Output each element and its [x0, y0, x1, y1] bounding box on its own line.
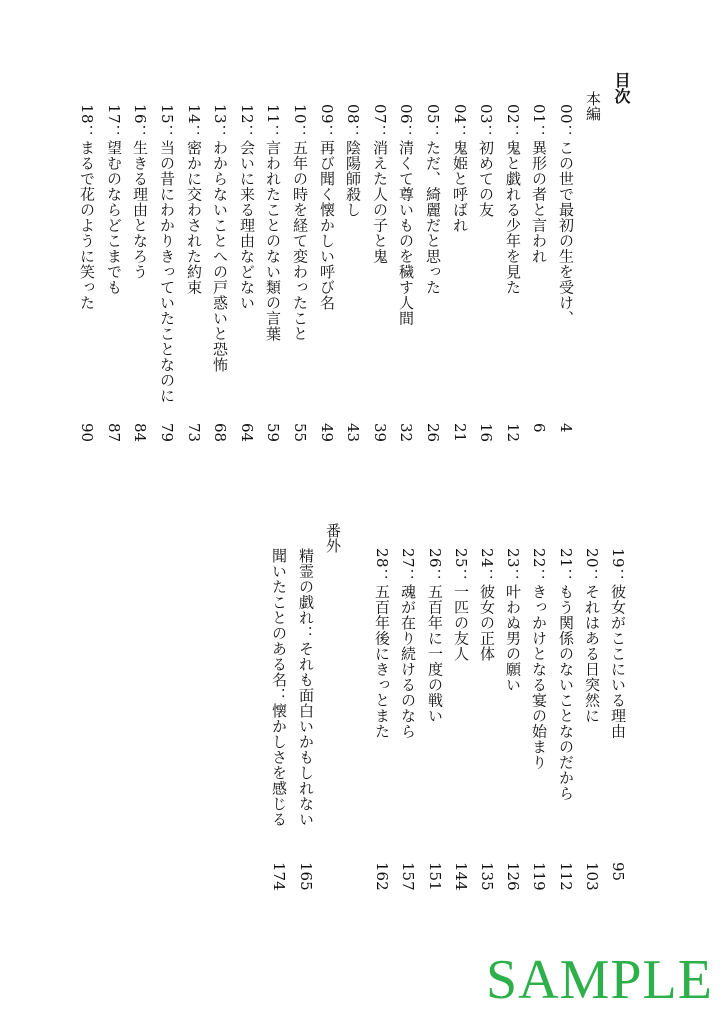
toc-entry-page-number: 135 [478, 862, 496, 891]
toc-entry-title: 19：彼女がここにいる理由 [609, 548, 627, 739]
toc-entry-title: 精霊の戯れ：それも面白いかもしれない [297, 548, 315, 827]
toc-entry-page-number: 95 [609, 862, 627, 882]
toc-entry-title: 08：陰陽師殺し [344, 104, 362, 218]
toc-entry-page-number: 4 [557, 423, 575, 433]
toc-entry-page-number: 68 [211, 423, 229, 443]
toc-entry-page-number: 87 [105, 423, 123, 443]
toc-entry-title: 27：魂が在り続けるのなら [399, 548, 417, 739]
toc-entry-page-number: 43 [344, 423, 362, 443]
sample-watermark: SAMPLE [486, 949, 713, 1011]
toc-entry-title: 09：再び聞く懐かしい呼び名 [318, 104, 336, 311]
toc-entry-page-number: 49 [318, 423, 336, 443]
toc-entry-title: 00：この世で最初の生を受け、 [557, 104, 575, 326]
toc-entry-title: 03：初めての友 [477, 104, 495, 218]
toc-entry-page-number: 144 [452, 862, 470, 891]
toc-entry-title: 13：わからないことへの戸惑いと恐怖 [211, 104, 229, 373]
toc-entry-title: 25：一匹の友人 [452, 548, 470, 662]
toc-entry-title: 26：五百年に一度の戦い [426, 548, 444, 724]
toc-entry-title: 05：ただ、綺麗だと思った [424, 104, 442, 295]
toc-entry-page-number: 84 [131, 423, 149, 443]
toc-entry-title: 18：まるで花のように笑った [78, 104, 96, 311]
toc-entry-title: 16：生きる理由となろう [131, 104, 149, 280]
toc-entry-title: 12：会いに来る理由などない [238, 104, 256, 311]
toc-entry-page-number: 55 [291, 423, 309, 443]
toc-entry-page-number: 157 [399, 862, 417, 891]
toc-title: 目次 [612, 72, 631, 104]
toc-entry-page-number: 112 [557, 862, 575, 891]
toc-entry-page-number: 126 [504, 862, 522, 891]
toc-entry-page-number: 90 [78, 423, 96, 443]
toc-entry-page-number: 103 [583, 862, 601, 891]
toc-entry-title: 28：五百年後にきっとまた [373, 548, 391, 739]
toc-entry-page-number: 174 [270, 862, 288, 891]
toc-entry-title: 10：五年の時を経て変わったこと [291, 104, 309, 342]
toc-entry-page-number: 16 [477, 423, 495, 443]
toc-entry-page-number: 12 [504, 423, 522, 443]
toc-entry-title: 14：密かに交わされた約束 [185, 104, 203, 295]
toc-entry-title: 06：清くて尊いものを穢す人間 [397, 104, 415, 326]
toc-entry-title: 02：鬼と戯れる少年を見た [504, 104, 522, 295]
toc-entry-title: 21：もう関係のないことなのだから [557, 548, 575, 801]
toc-entry-title: 11：言われたことのない類の言葉 [264, 104, 282, 342]
toc-entry-page-number: 21 [451, 423, 469, 443]
main-section-label: 本編 [584, 91, 602, 121]
toc-entry-title: 23：叶わぬ男の願い [504, 548, 522, 693]
toc-entry-page-number: 26 [424, 423, 442, 443]
toc-entry-page-number: 32 [397, 423, 415, 443]
toc-entry-page-number: 59 [264, 423, 282, 443]
toc-entry-page-number: 165 [297, 862, 315, 891]
toc-entry-title: 22：きっかけとなる宴の始まり [530, 548, 548, 770]
toc-entry-title: 17：望むのならどこまでも [105, 104, 123, 295]
toc-entry-title: 聞いたことのある名：懐かしさを感じる [270, 548, 288, 827]
toc-entry-title: 01：異形の者と言われ [530, 104, 548, 264]
toc-entry-page-number: 64 [238, 423, 256, 443]
toc-entry-title: 24：彼女の正体 [478, 548, 496, 662]
toc-entry-title: 04：鬼姫と呼ばれ [451, 104, 469, 233]
toc-entry-page-number: 119 [530, 862, 548, 891]
toc-entry-page-number: 79 [158, 423, 176, 443]
toc-entry-page-number: 151 [426, 862, 444, 891]
toc-entry-page-number: 39 [371, 423, 389, 443]
toc-entry-title: 07：消えた人の子と鬼 [371, 104, 389, 264]
toc-entry-page-number: 73 [185, 423, 203, 443]
toc-entry-page-number: 6 [530, 423, 548, 433]
toc-entry-page-number: 162 [373, 862, 391, 891]
toc-entry-title: 15：当の昔にわかりきっていたことなのに [158, 104, 176, 404]
toc-entry-title: 20：それはある日突然に [583, 548, 601, 724]
extra-section-label: 番外 [324, 523, 342, 553]
